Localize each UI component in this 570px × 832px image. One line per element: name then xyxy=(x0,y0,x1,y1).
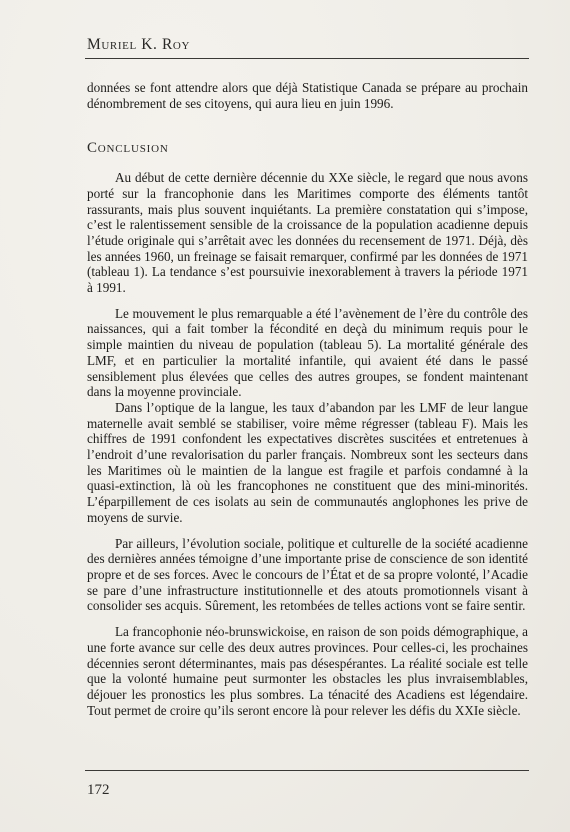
section-title: Conclusion xyxy=(87,140,169,157)
paragraph-3: Dans l’optique de la langue, les taux d’abandon par les LMF de leur langue maternelle avait semblé se stabiliser, voire même régresser (tableau F). Mais les chiffres de 1991 confondent les expectatives discrètes suscitées et entretenues à l’endroit d’une revalorisation du parler français. Nombreux sont les secteurs dans les Maritimes où le maintien de la langue est fragile et parfois condamné à la quasi-extinction, là où les francophones ne constituent que des mini-minorités. L’éparpillement de ces isolats au sein de communautés anglophones les prive de moyens de survie. xyxy=(87,399,528,525)
opening-paragraph: données se font attendre alors que déjà Statistique Canada se prépare au prochain dénombrement de ses citoyens, qui aura lieu en juin 1996. xyxy=(87,80,528,111)
paragraph-4: Par ailleurs, l’évolution sociale, politique et culturelle de la société acadienne des dernières années témoigne d’une importante prise de conscience de son identité propre et de ses forces. Avec le concours de l’État et de sa propre volonté, l’Acadie se pare d’une infrastructure institutionnelle et des atouts promotionnels visant à consolider ses acquis. Sûrement, les retombées de telles actions vont se faire sentir. xyxy=(87,535,528,614)
paragraph-2: Le mouvement le plus remarquable a été l’avènement de l’ère du contrôle des naissances, qui a fait tomber la fécondité en deçà du minimum requis pour le simple maintien du niveau de population (tableau 5). La mortalité générale des LMF, et en particulier la mortalité infantile, qui avaient été dans le passé sensiblement plus élevées que celles des autres groupes, se fondent maintenant dans la moyenne provinciale. xyxy=(87,305,528,400)
footer-rule xyxy=(85,770,529,771)
paragraph-5: La francophonie néo-brunswickoise, en raison de son poids démographique, a une forte avance sur celle des deux autres provinces. Pour celles-ci, les prochaines décennies seront déterminantes, mais pas désespérantes. La réalité sociale est telle que la volonté humaine peut surmonter les obstacles les plus invraisemblables, déjouer les pronostics les plus sombres. La ténacité des Acadiens est légendaire. Tout permet de croire qu’ils seront encore là pour relever les défis du XXIe siècle. xyxy=(87,624,528,718)
page-number: 172 xyxy=(87,782,110,798)
paragraph-1: Au début de cette dernière décennie du XXe siècle, le regard que nous avons porté sur la francophonie dans les Maritimes comporte des éléments tantôt rassurants, mais plus souvent inquiétants. La première constatation qui s’impose, c’est le ralentissement sensible de la croissance de la population acadienne depuis l’étude originale qui s’arrêtait avec les données du recensement de 1971. Déjà, dès les années 1960, un freinage se faisait remarquer, confirmé par les données de 1971 (tableau 1). La tendance s’est poursuivie inexorablement à travers la période 1971 à 1991. xyxy=(87,170,528,296)
body-text xyxy=(87,80,528,718)
running-head: Muriel K. Roy xyxy=(87,36,191,53)
header-rule xyxy=(85,58,529,59)
